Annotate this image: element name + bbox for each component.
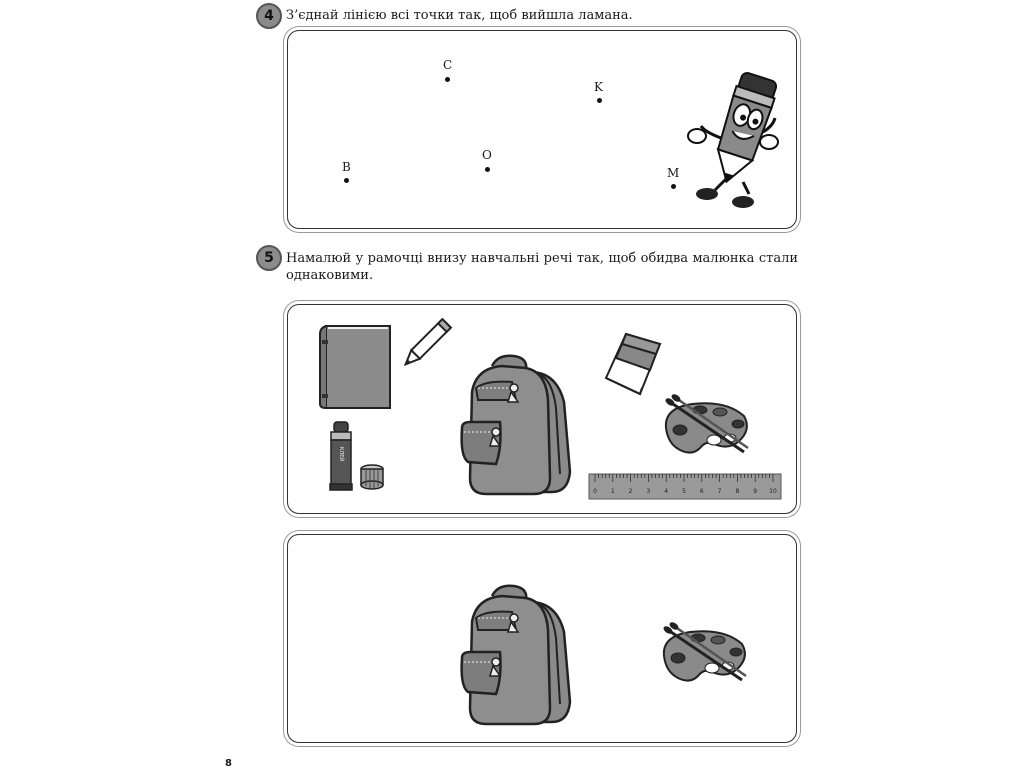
ruler-number: 1 bbox=[610, 488, 615, 495]
ruler-number: 5 bbox=[682, 488, 686, 495]
point-label-k: K bbox=[594, 80, 603, 94]
backpack-icon bbox=[456, 352, 580, 498]
pencil-mascot-icon bbox=[685, 66, 785, 211]
ruler-number: 9 bbox=[753, 488, 758, 495]
glue-stick-icon bbox=[326, 420, 356, 492]
point-m[interactable] bbox=[671, 184, 676, 189]
task-instruction: З’єднай лінією всі точки так, щоб вийшла ламана. bbox=[286, 8, 633, 23]
ruler-number: 8 bbox=[735, 488, 740, 495]
task-number: 5 bbox=[264, 250, 274, 266]
pencil-icon bbox=[398, 318, 450, 374]
ruler-number: 2 bbox=[628, 488, 633, 495]
point-label-m: M bbox=[667, 166, 680, 180]
page-number: 8 bbox=[225, 758, 232, 769]
point-label-c: C bbox=[443, 58, 453, 72]
sharpener-icon bbox=[358, 464, 386, 490]
ruler-number: 10 bbox=[769, 488, 777, 495]
point-b[interactable] bbox=[344, 178, 349, 183]
point-c[interactable] bbox=[445, 77, 450, 82]
ruler-number: 6 bbox=[699, 488, 704, 495]
book-icon bbox=[318, 322, 392, 410]
backpack-icon bbox=[456, 582, 580, 728]
ruler-icon bbox=[589, 474, 781, 499]
ruler-number: 4 bbox=[664, 488, 669, 495]
task-number: 4 bbox=[264, 8, 274, 24]
task-number-badge bbox=[256, 3, 282, 29]
glue-label: КЛЕЙ bbox=[338, 446, 344, 462]
point-k[interactable] bbox=[597, 98, 602, 103]
point-o[interactable] bbox=[485, 167, 490, 172]
eraser-icon bbox=[600, 322, 664, 402]
ruler-number: 3 bbox=[646, 488, 651, 495]
ruler-number: 0 bbox=[593, 488, 597, 495]
point-label-b: B bbox=[342, 160, 351, 174]
point-label-o: O bbox=[482, 148, 492, 162]
task-number-badge bbox=[256, 245, 282, 271]
palette-icon bbox=[660, 396, 750, 458]
task-instruction: Намалюй у рамочці внизу навчальні речі так, щоб обидва малюнка стали однаковими. bbox=[286, 251, 798, 283]
ruler-number: 7 bbox=[717, 488, 722, 495]
palette-icon bbox=[658, 624, 748, 686]
